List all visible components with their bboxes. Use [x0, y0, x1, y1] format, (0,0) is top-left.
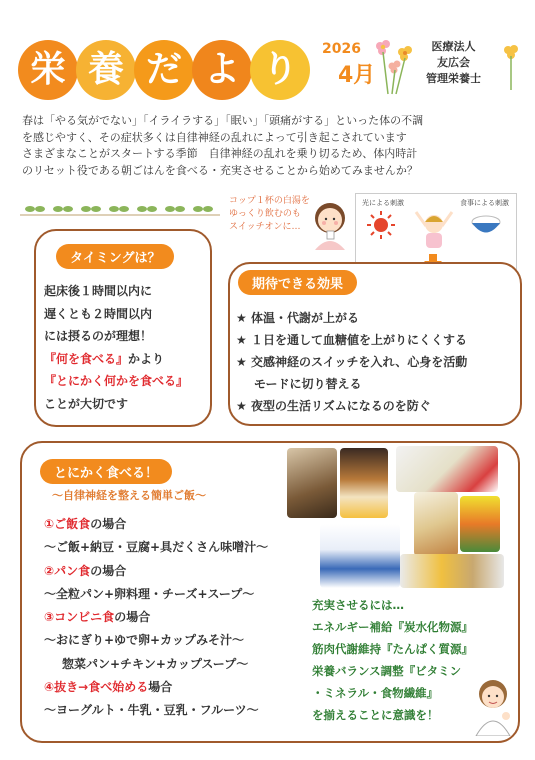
enrich-line-3: 筋肉代謝維持『たんぱく質源』 — [312, 642, 473, 656]
intro-text — [22, 113, 522, 179]
cup-soup-photo — [460, 496, 500, 552]
org-line-1: 医療法人 — [431, 40, 476, 53]
organization — [426, 39, 481, 87]
org-line-3: 管理栄養士 — [426, 72, 481, 85]
yogurt-photo — [320, 524, 400, 588]
star-icon: ★ — [236, 355, 247, 369]
rice-bowl-icon — [468, 212, 504, 240]
timing-line-2: 遅くとも２時間以内 — [44, 306, 153, 321]
title-char-2: 養 — [76, 40, 136, 100]
woman-drinking-illustration — [305, 198, 355, 250]
flower-right-icon — [500, 42, 522, 92]
month: 4月 — [338, 63, 376, 88]
cup-note-line-3: スイッチオンに… — [229, 222, 301, 232]
eat-subtitle: ～自律神経を整える簡単ご飯～ — [52, 489, 206, 502]
eat-item-4: ④抜き→食べ始める場合 — [44, 680, 173, 695]
star-icon: ★ — [236, 333, 247, 347]
org-line-2: 友広会 — [437, 56, 470, 69]
effect-item-3-cont: モードに切り替える — [254, 377, 362, 391]
sandwich-photo — [414, 492, 458, 556]
enrich-line-5: ・ミネラル・食物繊維』 — [312, 686, 439, 700]
eat-item-2: ②パン食の場合 — [44, 563, 127, 578]
enrich-line-1: 充実させるには… — [312, 598, 404, 612]
intro-line-2: を感じやすく、その症状多くは自律神経の乱れによって引き起こされています — [22, 130, 407, 144]
timing-red-1: 『何を食べる』 — [44, 351, 129, 366]
eat-list — [44, 513, 268, 723]
eat-item-1-detail: ～ご飯+納豆・豆腐+具だくさん味噌汁～ — [44, 540, 269, 555]
timing-label: タイミングは？ — [56, 244, 174, 269]
eat-label: とにかく食べる！ — [40, 459, 172, 484]
star-icon: ★ — [236, 399, 247, 413]
intro-line-1: 春は「やる気がでない」「イライラする」「眠い」「頭痛がする」といった体の不調 — [22, 114, 424, 127]
convenience-food-photo — [400, 554, 504, 588]
title-char-3: だ — [134, 40, 194, 100]
timing-line-5: 『とにかく何かを食べる』 — [44, 374, 189, 388]
nutritionist-illustration — [470, 676, 516, 736]
timing-line-6: ことが大切です — [44, 396, 129, 411]
enrich-line-4: 栄養バランス調整『ビタミン — [312, 664, 462, 678]
effect-item-4: ★ 夜型の生活リズムになるのを防ぐ — [236, 399, 431, 413]
eat-item-1: ①ご飯食の場合 — [44, 517, 127, 531]
rice-natto-photo — [287, 448, 337, 518]
meal-stimulus-label: 食事による刺激 — [460, 199, 509, 207]
timing-text — [44, 280, 188, 415]
title-char-1: 栄 — [18, 40, 78, 100]
cup-note-line-2: ゆっくり飲むのも — [229, 209, 301, 219]
star-icon: ★ — [236, 311, 247, 325]
light-stimulus-label: 光による刺激 — [362, 199, 404, 207]
enrich-line-6: を揃えることに意識を！ — [312, 708, 439, 722]
sun-icon — [366, 210, 396, 240]
toast-egg-photo — [340, 448, 388, 518]
eat-item-2-detail: ～全粒パン+卵料理・チーズ+スープ～ — [44, 586, 255, 601]
eat-item-3-extra: 惣菜パン+チキン+カップスープ～ — [62, 656, 249, 671]
eat-item-3-detail: ～おにぎり+ゆで卵+カップみそ汁～ — [44, 633, 244, 648]
effect-list — [236, 307, 467, 417]
intro-line-4: のリセット役である朝ごはんを食べる・充実させることから始めてみませんか？ — [22, 163, 418, 177]
effect-item-3: ★ 交感神経のスイッチを入れ、心身を活動 — [236, 355, 468, 369]
cup-note-line-1: コップ１杯の白湯を — [229, 196, 310, 206]
flowers-illustration — [370, 36, 426, 96]
timing-line-3: には摂るのが理想！ — [44, 329, 153, 343]
eat-item-3: ③コンビニ食の場合 — [44, 610, 151, 625]
sprouts-decoration — [20, 200, 220, 218]
timing-line-1: 起床後１時間以内に — [44, 284, 153, 298]
stretching-girl-illustration — [412, 208, 456, 250]
timing-line-4 — [44, 348, 188, 371]
title-char-5: り — [250, 40, 310, 100]
enrich-text — [312, 594, 473, 726]
onigiri-photo — [396, 446, 498, 492]
enrich-line-2: エネルギー補給『炭水化物源』 — [312, 620, 473, 634]
effect-item-2: ★ １日を通して血糖値を上がりにくくする — [236, 333, 467, 347]
title-char-4: よ — [192, 40, 252, 100]
eat-item-4-detail: ～ヨーグルト・牛乳・豆乳・フルーツ～ — [44, 703, 259, 718]
effect-label: 期待できる効果 — [238, 270, 357, 295]
intro-line-3: さまざまなことがスタートする季節 自律神経の乱れを乗り切るため、体内時計 — [22, 147, 418, 160]
effect-item-1: ★ 体温・代謝が上がる — [236, 311, 359, 325]
cup-note — [229, 195, 310, 234]
timing-mid: かより — [128, 351, 165, 366]
year: 2026 — [322, 41, 361, 57]
